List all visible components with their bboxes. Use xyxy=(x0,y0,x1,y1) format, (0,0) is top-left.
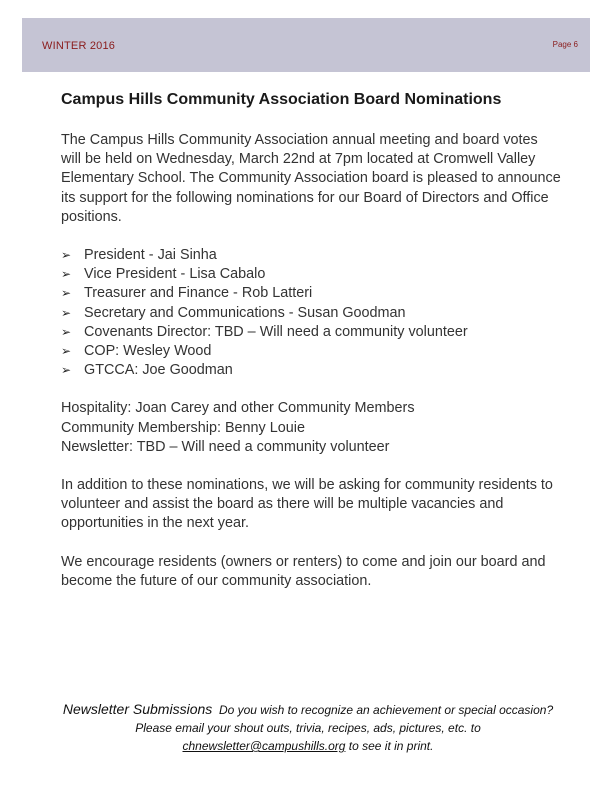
volunteer-paragraph: In addition to these nominations, we will be asking for community residents to volunteer and assist the board as there will be multiple vacancies and opportunities in the next year. xyxy=(61,477,553,532)
newsletter-submissions-footer xyxy=(30,700,586,755)
footer-line2: Please email your shout outs, trivia, recipes, ads, pictures, etc. to xyxy=(135,721,481,735)
newsletter-email-link[interactable]: chnewsletter@campushills.org xyxy=(182,739,346,753)
article-title: Campus Hills Community Association Board Nominations xyxy=(61,91,502,108)
arrow-bullet-icon: ➢ xyxy=(61,363,72,378)
arrow-bullet-icon: ➢ xyxy=(61,267,72,282)
footer-line1: Do you wish to recognize an achievement or special occasion? xyxy=(218,703,554,717)
footer-line3: to see it in print. xyxy=(348,739,434,753)
roles-block xyxy=(61,399,561,457)
article-body xyxy=(61,131,561,591)
arrow-bullet-icon: ➢ xyxy=(61,344,72,359)
list-item: ➢ Treasurer and Finance - Rob Latteri xyxy=(61,284,561,303)
header-band xyxy=(22,18,590,72)
intro-paragraph: The Campus Hills Community Association annual meeting and board votes will be held on Wednesday, March 22nd at 7pm located at Cromwell Valley Elementary School. The Community Association board is pleased to announce its support for the following nominations for our Board of Directors and Office positions. xyxy=(61,132,561,225)
list-item: ➢ Covenants Director: TBD – Will need a community volunteer xyxy=(61,323,561,342)
role-line: Community Membership: Benny Louie xyxy=(61,419,305,436)
list-item: ➢ Secretary and Communications - Susan Goodman xyxy=(61,304,561,323)
role-line: Hospitality: Joan Carey and other Community Members xyxy=(61,400,415,417)
page-number: Page 6 xyxy=(552,40,578,49)
encourage-paragraph: We encourage residents (owners or renters) to come and join our board and become the future of our community association. xyxy=(61,553,546,589)
list-item: ➢ GTCCA: Joe Goodman xyxy=(61,361,561,380)
nominations-list xyxy=(61,246,561,380)
issue-label: WINTER 2016 xyxy=(42,40,116,52)
list-item: ➢ Vice President - Lisa Cabalo xyxy=(61,265,561,284)
arrow-bullet-icon: ➢ xyxy=(61,305,72,320)
arrow-bullet-icon: ➢ xyxy=(61,286,72,301)
arrow-bullet-icon: ➢ xyxy=(61,324,72,339)
list-item: ➢ COP: Wesley Wood xyxy=(61,342,561,361)
arrow-bullet-icon: ➢ xyxy=(61,248,72,263)
list-item: ➢ President - Jai Sinha xyxy=(61,246,561,265)
role-line: Newsletter: TBD – Will need a community volunteer xyxy=(61,438,390,455)
footer-lead: Newsletter Submissions xyxy=(62,701,213,717)
